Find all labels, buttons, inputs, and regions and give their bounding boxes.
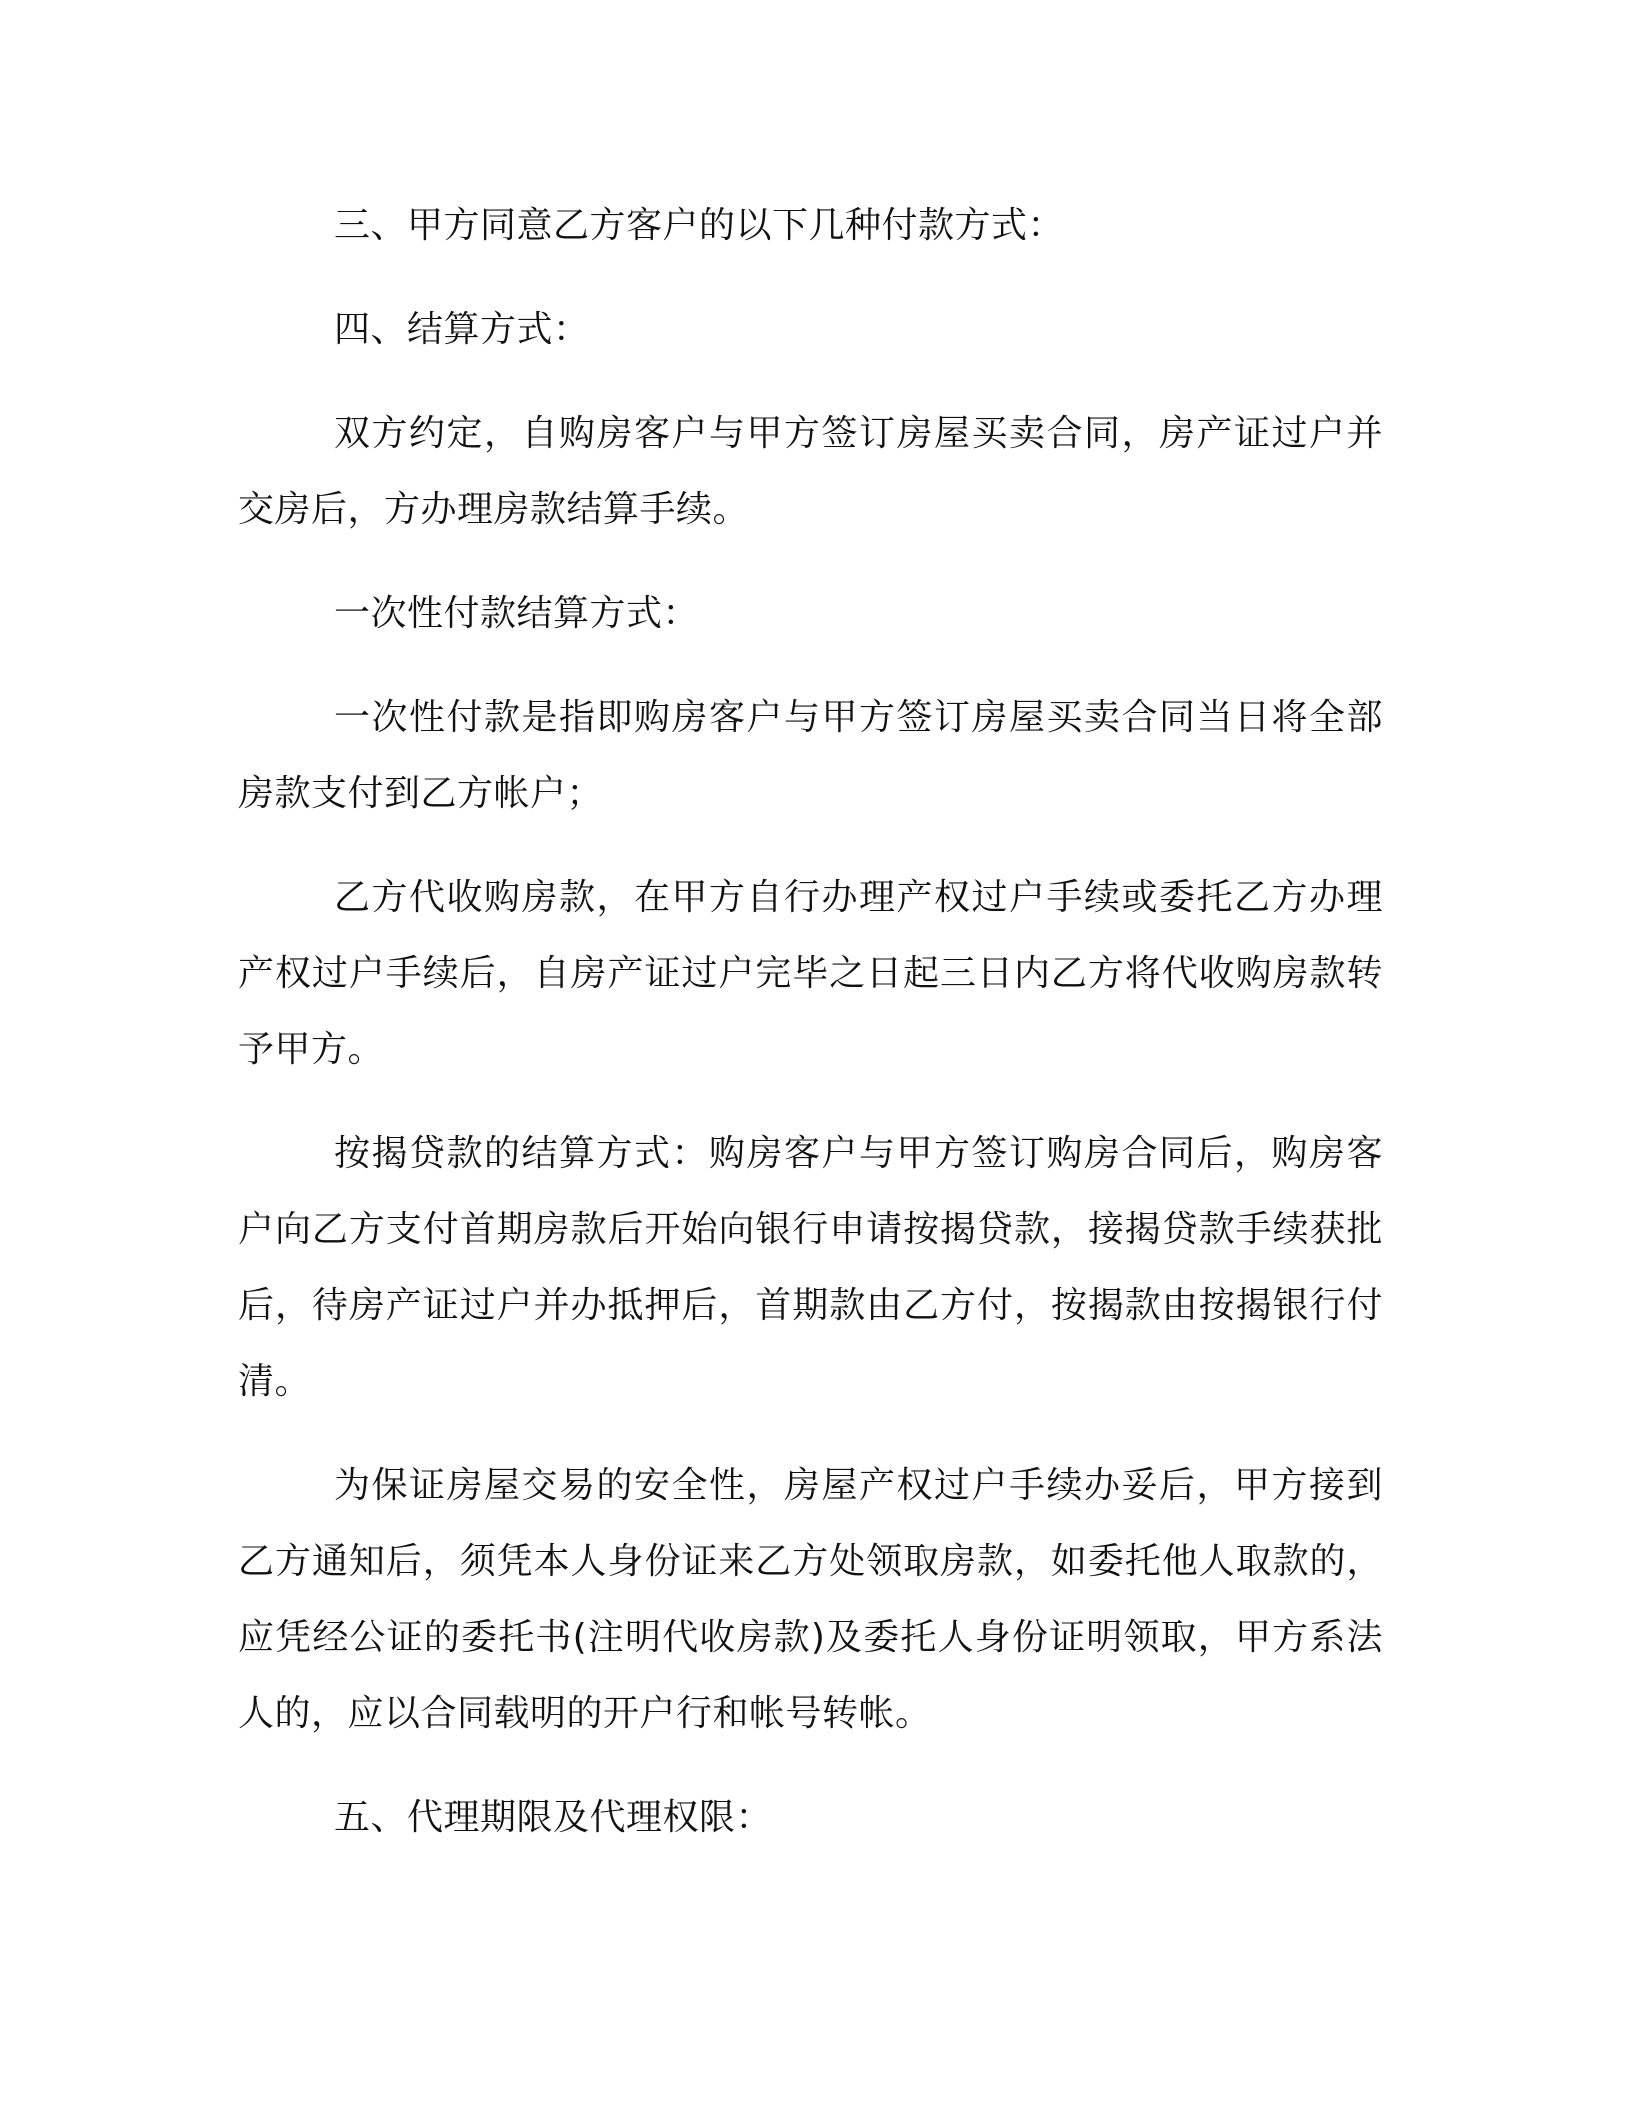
paragraph-lump-sum-definition: 一次性付款是指即购房客户与甲方签订房屋买卖合同当日将全部房款支付到乙方帐户； bbox=[238, 697, 1383, 814]
paragraph-collection-transfer: 乙方代收购房款，在甲方自行办理产权过户手续或委托乙方办理产权过户手续后，自房产证过户完毕之日起三日内乙方将代收购房款转予甲方。 bbox=[238, 877, 1383, 1070]
section-heading-settlement: 四、结算方式： bbox=[334, 309, 590, 350]
paragraph-transaction-security: 为保证房屋交易的安全性，房屋产权过户手续办妥后，甲方接到乙方通知后，须凭本人身份证来乙方处领取房款，如委托他人取款的，应凭经公证的委托书(注明代收房款)及委托人身份证明领取，甲方系法人的，应以合同载明的开户行和帐号转帐。 bbox=[238, 1465, 1383, 1734]
paragraph-settlement-agreement: 双方约定，自购房客户与甲方签订房屋买卖合同，房产证过户并交房后，方办理房款结算手续。 bbox=[238, 413, 1383, 530]
section-heading-agency-term: 五、代理期限及代理权限： bbox=[334, 1797, 773, 1838]
section-heading-payment-methods: 三、甲方同意乙方客户的以下几种付款方式： bbox=[334, 205, 1065, 246]
document-body bbox=[238, 188, 1383, 1856]
subheading-lump-sum: 一次性付款结算方式： bbox=[334, 593, 700, 634]
paragraph-mortgage-settlement: 按揭贷款的结算方式：购房客户与甲方签订购房合同后，购房客户向乙方支付首期房款后开始向银行申请按揭贷款，接揭贷款手续获批后，待房产证过户并办抵押后，首期款由乙方付，按揭款由按揭银行付清。 bbox=[238, 1133, 1383, 1402]
